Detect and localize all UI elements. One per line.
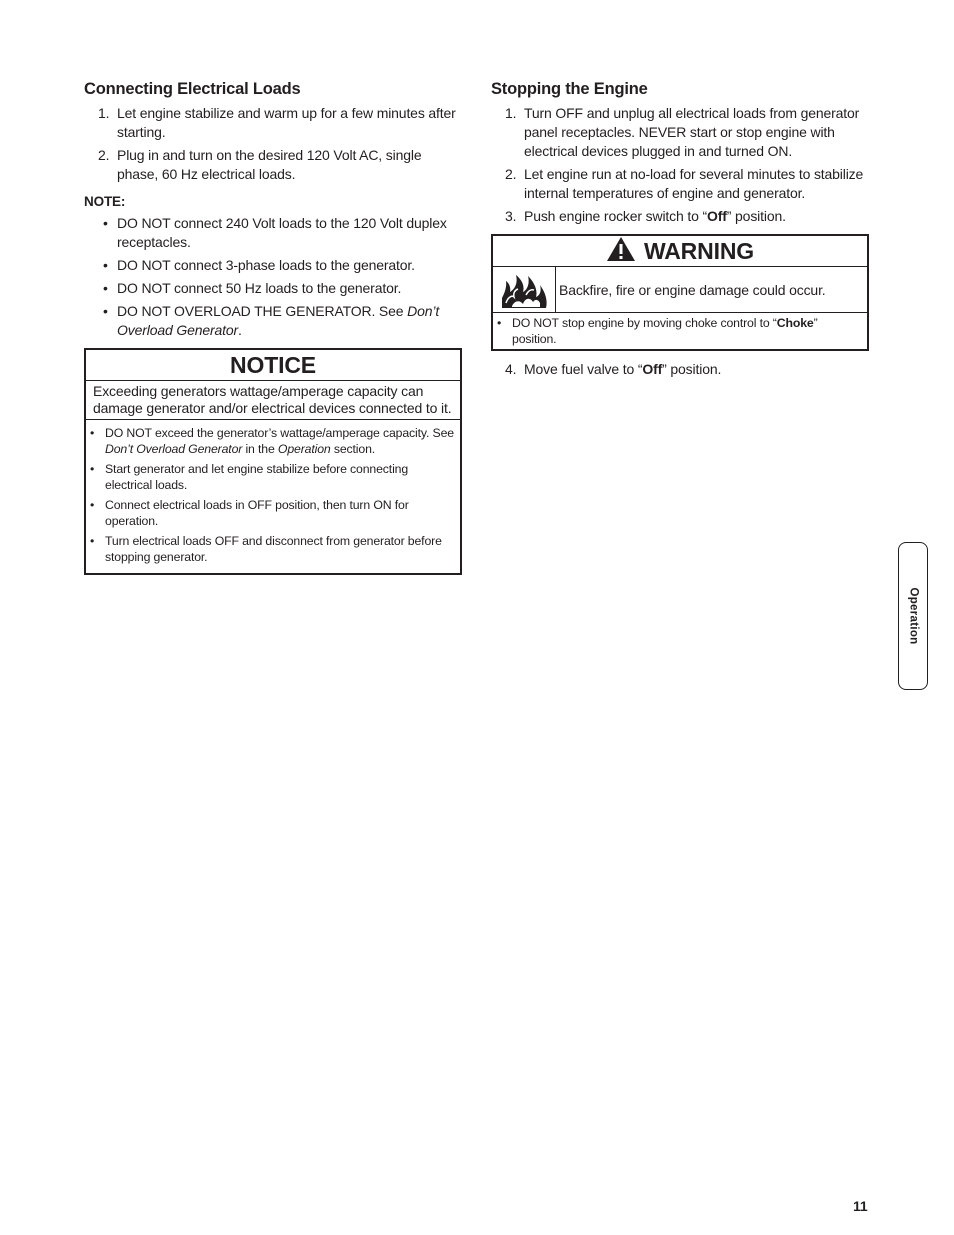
page-number: 11 (853, 1198, 868, 1214)
list-item: • DO NOT stop engine by moving choke control to “Choke” position. (497, 316, 818, 346)
stopping-steps-list-continued (491, 360, 871, 379)
bullet: • (103, 257, 108, 273)
section-side-tab (898, 542, 928, 690)
notice-message: Exceeding generators wattage/amperage capacity can damage generator and/or electrical devices connected to it. (86, 381, 460, 420)
list-item: • DO NOT connect 240 Volt loads to the 120 Volt duplex receptacles. (103, 215, 447, 250)
warning-box (491, 234, 869, 351)
side-tab-label: Operation (907, 587, 920, 645)
notice-box (84, 348, 462, 575)
warning-message: Backfire, fire or engine damage could occur. (559, 281, 826, 298)
bullet: • (103, 215, 108, 231)
section-heading-stopping-engine: Stopping the Engine (491, 80, 648, 98)
connecting-steps-list (84, 104, 464, 184)
notice-list (86, 420, 460, 573)
list-item: 3. Push engine rocker switch to “Off” position. (505, 208, 786, 224)
list-item: 2. Let engine run at no-load for several minutes to stabilize internal temperatures of engine and generator. (505, 166, 864, 201)
note-list (84, 214, 464, 340)
section-heading-connecting-loads: Connecting Electrical Loads (84, 80, 301, 98)
notice-title: NOTICE (86, 350, 460, 381)
warning-triangle-icon (606, 236, 636, 267)
bullet: • (103, 303, 108, 319)
list-item: • DO NOT exceed the generator’s wattage/amperage capacity. See Don’t Overload Generator in the Operation section. (90, 426, 454, 456)
list-item: • DO NOT OVERLOAD THE GENERATOR. See Don’t Overload Generator. (103, 303, 440, 338)
stopping-steps-list (491, 104, 871, 226)
left-column (84, 80, 464, 575)
fire-icon (493, 267, 556, 312)
list-item: • DO NOT connect 50 Hz loads to the generator. (103, 280, 402, 296)
warning-title: WARNING (643, 237, 755, 264)
warning-list (493, 313, 867, 349)
list-item: • Connect electrical loads in OFF position, then turn ON for operation. (90, 498, 409, 528)
right-column (491, 80, 871, 383)
warning-header (493, 236, 867, 267)
list-item: 4. Move fuel valve to “Off” position. (505, 361, 722, 377)
list-item: 1. Let engine stabilize and warm up for a few minutes after starting. (98, 105, 456, 140)
warning-row (493, 267, 867, 313)
bullet: • (103, 280, 108, 296)
list-item: 2. Plug in and turn on the desired 120 Volt AC, single phase, 60 Hz electrical loads. (98, 147, 422, 182)
list-item: • Turn electrical loads OFF and disconnect from generator before stopping generator. (90, 534, 442, 564)
list-item: • DO NOT connect 3-phase loads to the generator. (103, 257, 415, 273)
note-label: NOTE: (84, 194, 126, 209)
list-item: • Start generator and let engine stabilize before connecting electrical loads. (90, 462, 409, 492)
list-item: 1. Turn OFF and unplug all electrical loads from generator panel receptacles. NEVER start or stop engine with electrical devices plugged in and turned ON. (505, 105, 860, 159)
